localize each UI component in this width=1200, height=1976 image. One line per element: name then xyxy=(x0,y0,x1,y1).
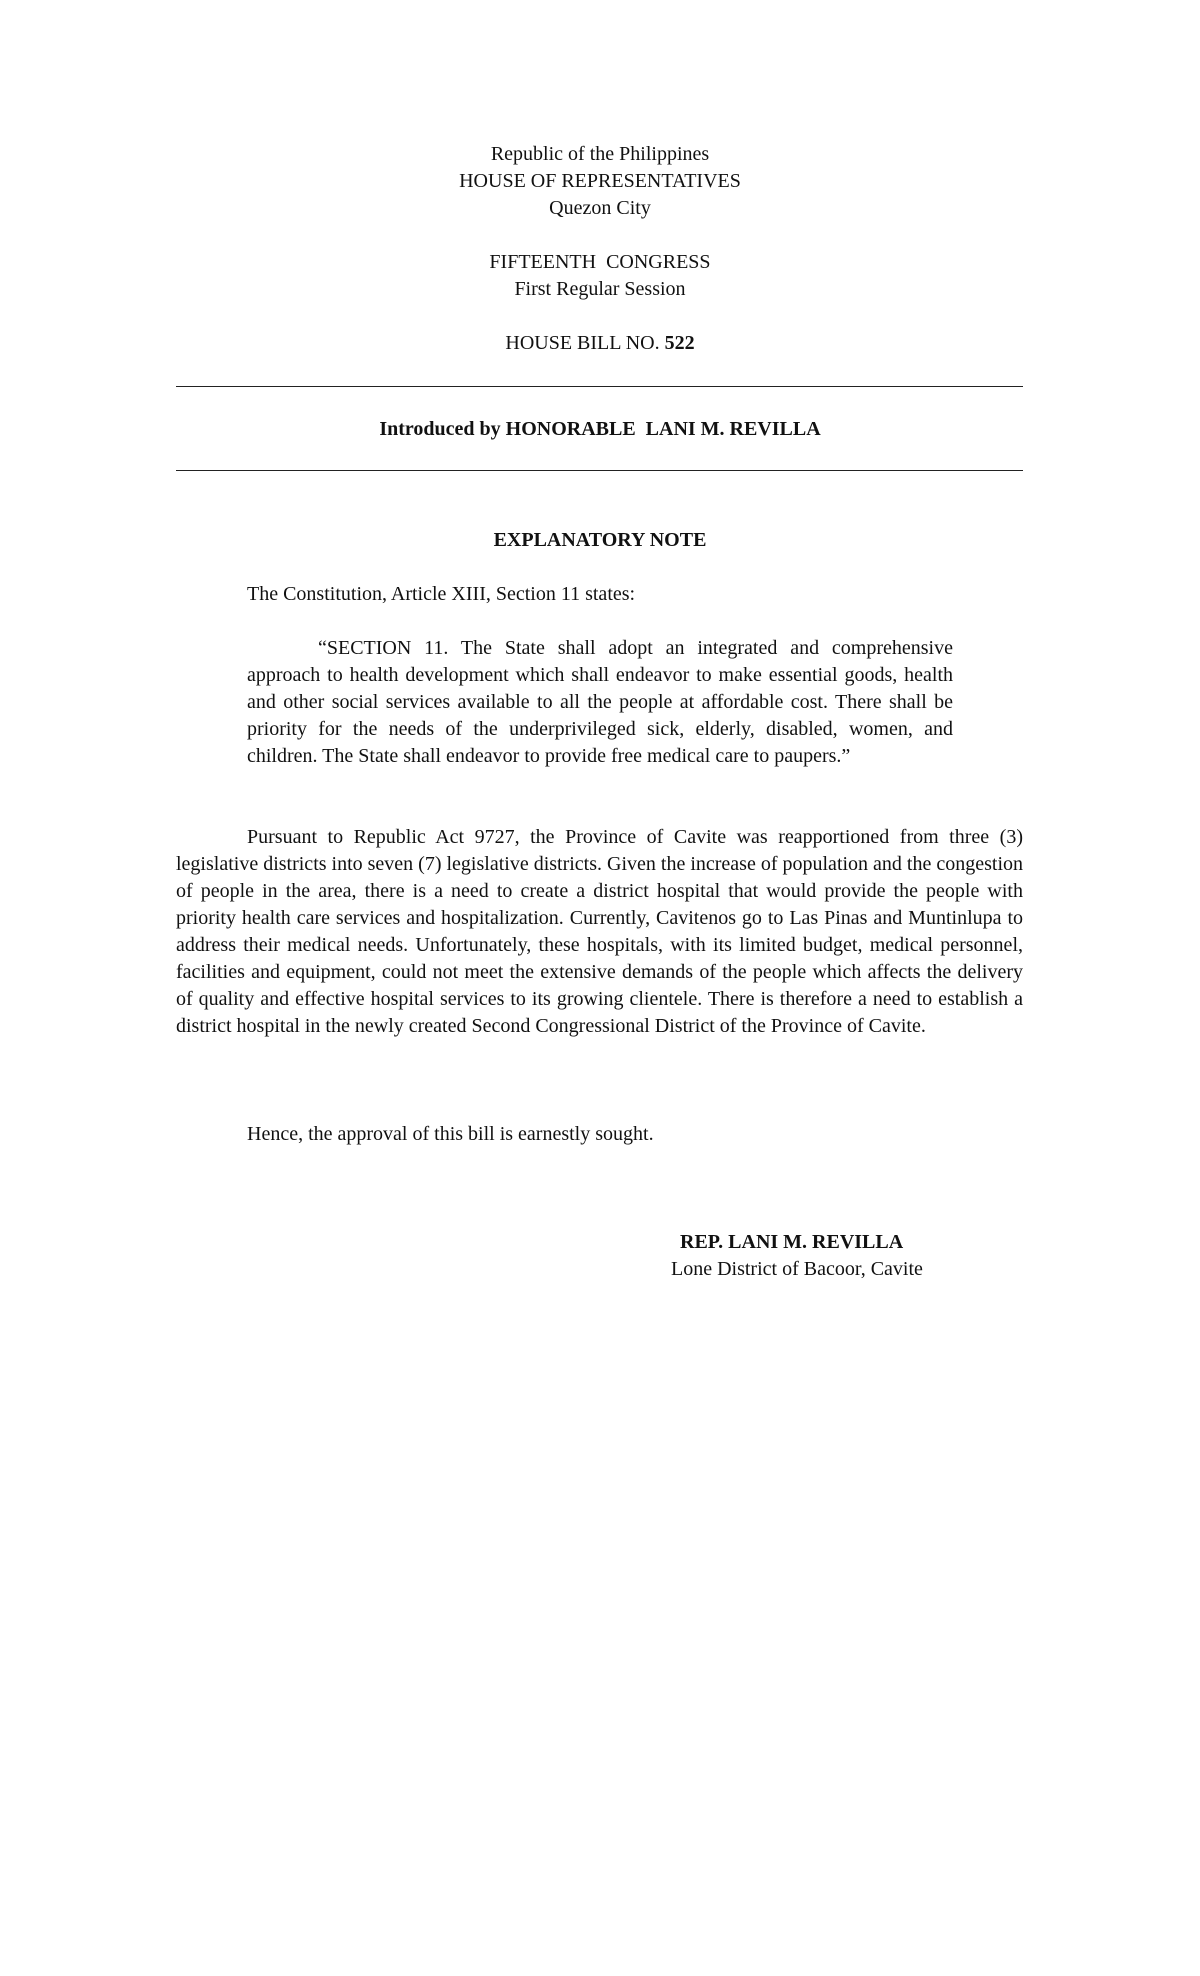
body-text: Pursuant to Republic Act 9727, the Province of Cavite was reapportioned from three (3) legislative districts into seven (7) legislative districts. Given the increase of population and the congestion of people in the area, there is a need to create a district hospital that would provide the people with priority health care services and hospitalization. Currently, Cavitenos go to Las Pinas and Muntinlupa to address their medical needs. Unfortunately, these hospitals, with its limited budget, medical personnel, facilities and equipment, could not meet the extensive demands of the people which affects the delivery of quality and effective hospital services to its growing clientele. There is therefore a need to establish a district hospital in the newly created Second Congressional District of the Province of Cavite. xyxy=(176,826,1024,1037)
republic-line: Republic of the Philippines xyxy=(490,143,710,165)
introduced-prefix: Introduced by xyxy=(379,418,506,440)
congress-block xyxy=(0,249,1200,303)
introducer-name: HONORABLE LANI M. REVILLA xyxy=(505,418,821,440)
constitution-quote xyxy=(247,635,953,770)
note-intro: The Constitution, Article XIII, Section 11 states: xyxy=(247,583,636,605)
session-line: First Regular Session xyxy=(514,278,686,300)
note-title: EXPLANATORY NOTE xyxy=(493,529,707,551)
congress-line: FIFTEENTH CONGRESS xyxy=(489,251,711,273)
signatory-name: REP. LANI M. REVILLA xyxy=(680,1231,904,1253)
introduced-by xyxy=(0,416,1200,443)
body-paragraph xyxy=(176,824,1023,1040)
divider-top xyxy=(176,386,1023,387)
quote-text: “SECTION 11. The State shall adopt an integrated and comprehensive approach to health development which shall endeavor to make essential goods, health and other social services available to all the people at affordable cost. There shall be priority for the needs of the underprivileged sick, elderly, disabled, women, and children. The State shall endeavor to provide free medical care to paupers.” xyxy=(247,637,953,767)
house-line: HOUSE OF REPRESENTATIVES xyxy=(459,170,741,192)
signatory-district: Lone District of Bacoor, Cavite xyxy=(671,1258,923,1280)
bill-number-line xyxy=(0,330,1200,357)
city-line: Quezon City xyxy=(549,197,651,219)
letterhead xyxy=(0,141,1200,222)
closing-line: Hence, the approval of this bill is earnestly sought. xyxy=(247,1123,654,1145)
bill-prefix: HOUSE BILL NO. xyxy=(505,332,665,354)
bill-number: 522 xyxy=(664,332,695,354)
divider-bottom xyxy=(176,470,1023,471)
